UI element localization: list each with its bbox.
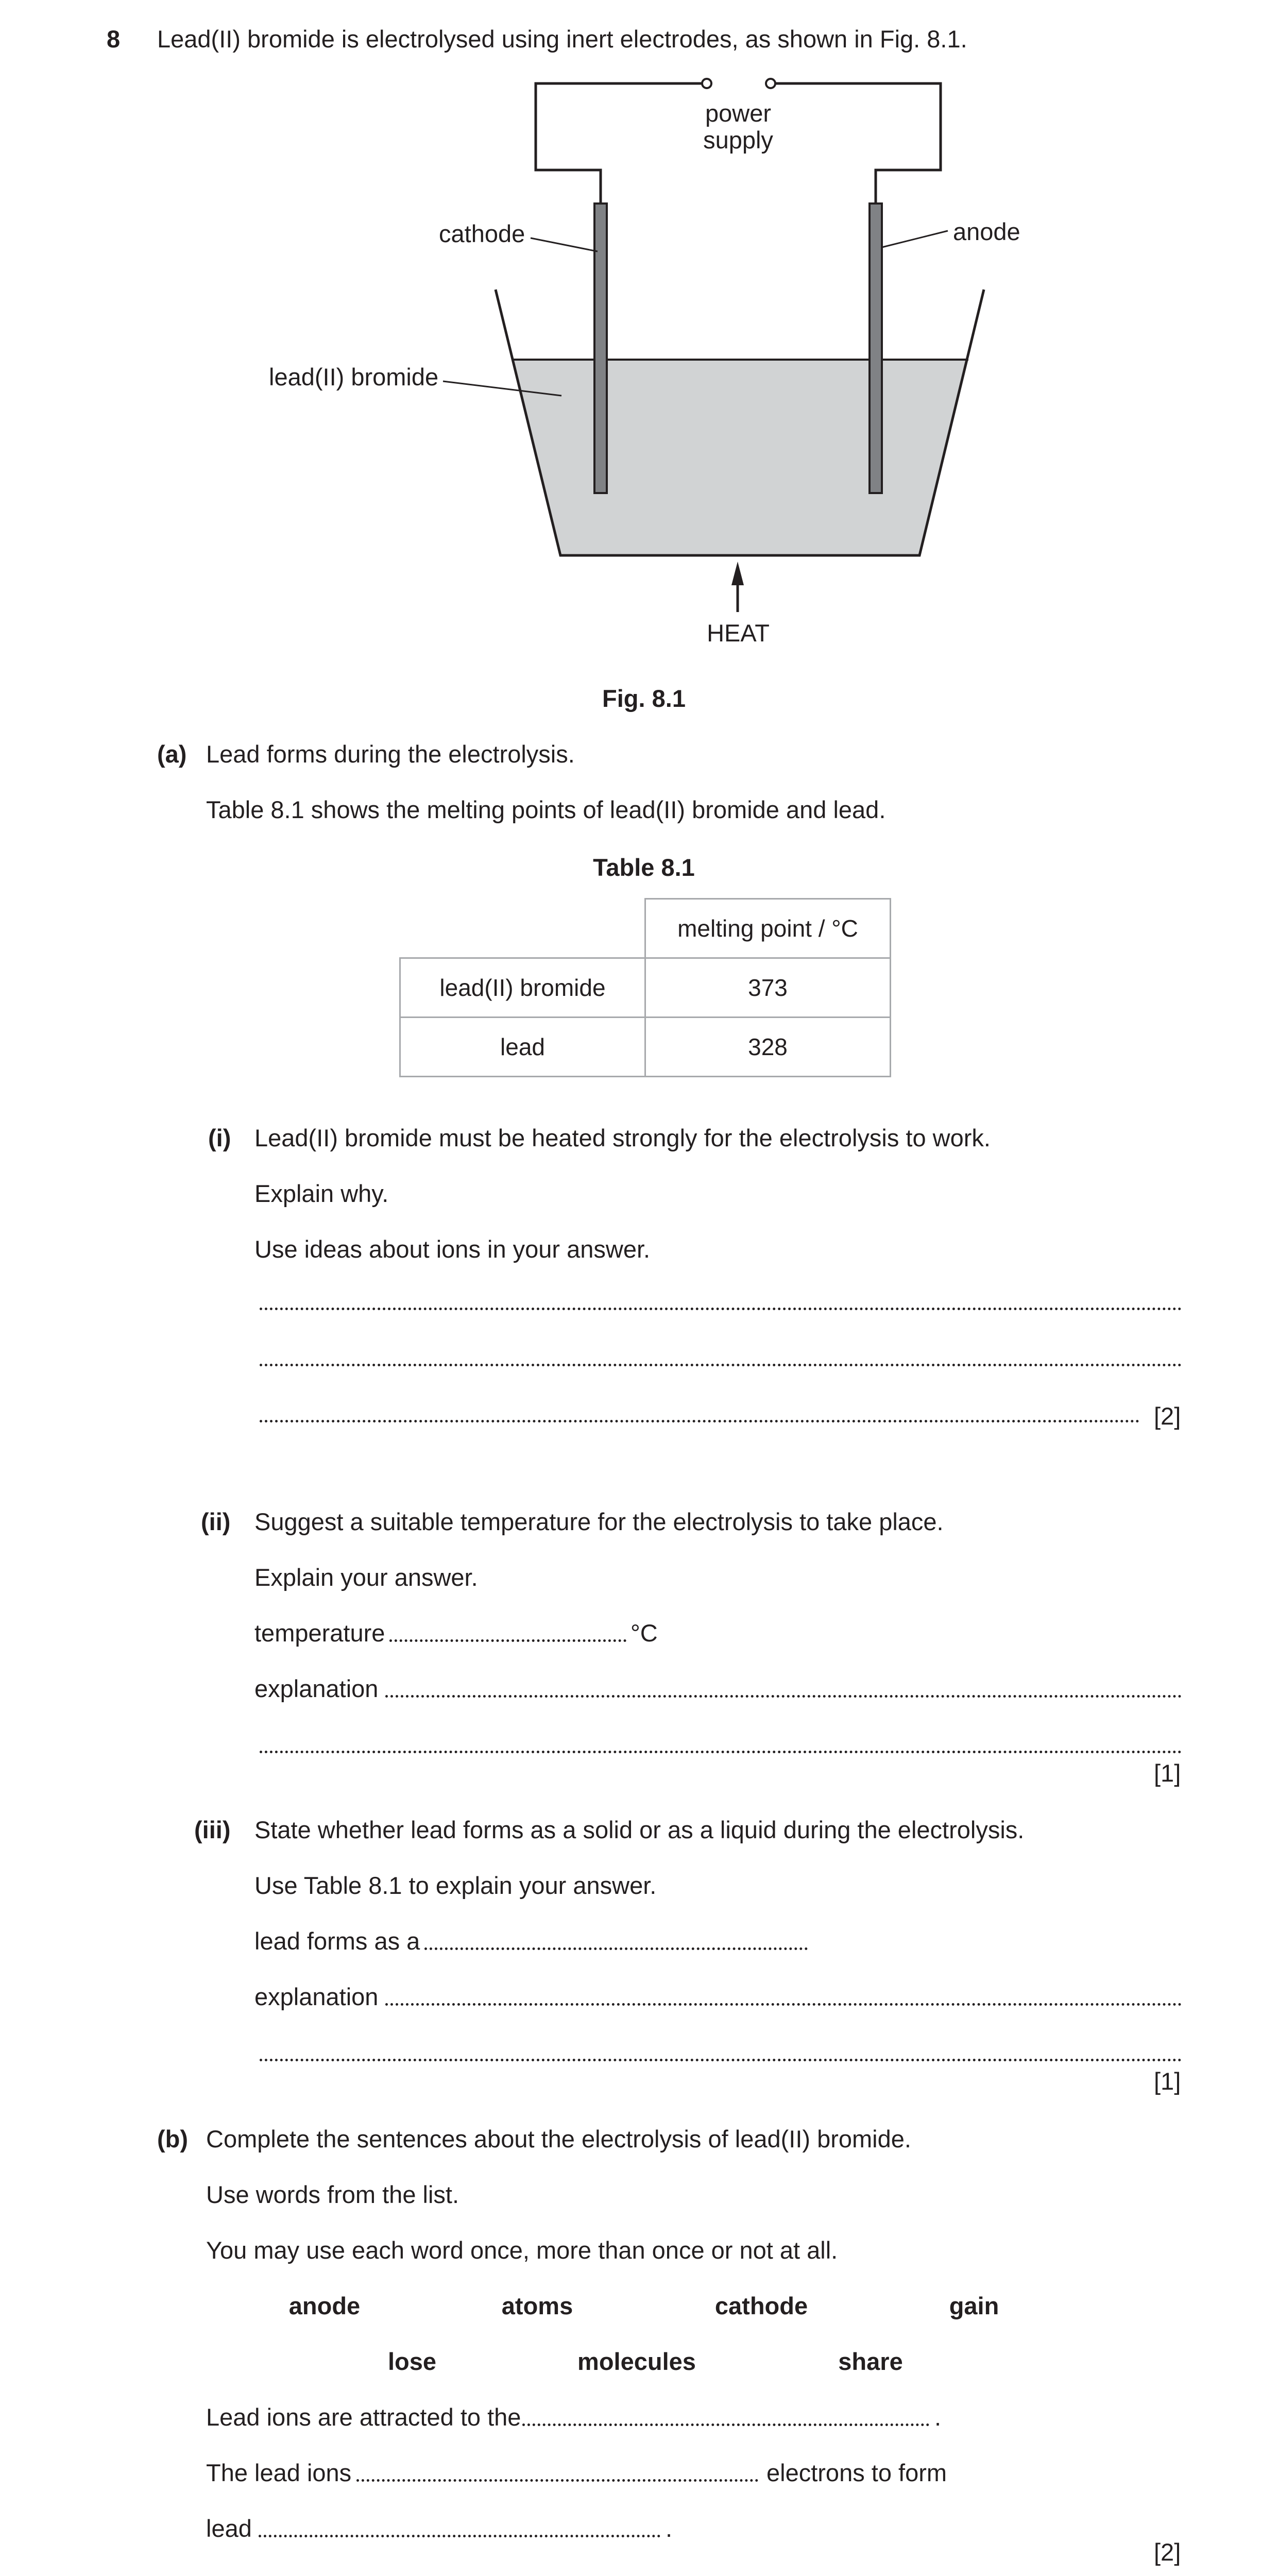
sentence3-start: lead [206, 2515, 252, 2542]
molten-electrolyte [512, 360, 968, 555]
answer-line[interactable] [260, 1308, 1182, 1310]
lead-forms-answer-line[interactable] [424, 1947, 808, 1950]
part-a-i-line3: Use ideas about ions in your answer. [254, 1235, 651, 1263]
part-a-ii-marks: [1] [1154, 1759, 1181, 1787]
explanation-answer-line[interactable] [385, 1695, 1182, 1698]
answer-line[interactable] [260, 1751, 1182, 1753]
power-supply-label-line1: power [705, 99, 772, 127]
part-b-label: (b) [157, 2125, 189, 2153]
word-cathode: cathode [714, 2292, 808, 2319]
part-b-line2: Use words from the list. [206, 2181, 459, 2208]
electrolyte-label: lead(II) bromide [269, 363, 439, 391]
part-a-i-marks: [2] [1154, 1402, 1181, 1430]
part-a-iii-label: (iii) [194, 1816, 231, 1843]
table-cell-substance: lead [400, 1018, 645, 1077]
part-a-text2: Table 8.1 shows the melting points of lead(II) bromide and lead. [206, 796, 886, 823]
sentence2-start: The lead ions [206, 2459, 352, 2486]
word-anode: anode [288, 2292, 361, 2319]
power-supply-label-line2: supply [703, 126, 773, 154]
sentence2-answer-line[interactable] [356, 2479, 758, 2482]
table-row [400, 958, 891, 1018]
anode-leader-line [882, 231, 948, 247]
table-cell-value: 373 [645, 958, 891, 1018]
electrolysis-apparatus-diagram [0, 0, 1278, 721]
question-number: 8 [107, 25, 121, 53]
answer-line[interactable] [260, 2059, 1182, 2061]
explanation-label: explanation [254, 1675, 379, 1702]
table-cell-value: 328 [645, 1018, 891, 1077]
part-b-line1: Complete the sentences about the electrolysis of lead(II) bromide. [206, 2125, 911, 2153]
answer-line[interactable] [260, 1364, 1182, 1366]
cathode-leader-line [531, 238, 598, 251]
table-row [400, 1018, 891, 1077]
word-lose: lose [387, 2348, 437, 2375]
sentence2-end: electrons to form [766, 2459, 947, 2486]
temperature-unit: °C [631, 1619, 658, 1647]
part-a-ii-label: (ii) [201, 1508, 231, 1535]
question-intro: Lead(II) bromide is electrolysed using inert electrodes, as shown in Fig. 8.1. [157, 25, 967, 53]
power-terminal-right [766, 79, 775, 88]
figure-caption: Fig. 8.1 [602, 685, 686, 712]
part-a-iii-line1: State whether lead forms as a solid or as a liquid during the electrolysis. [254, 1816, 1025, 1843]
word-share: share [838, 2348, 903, 2375]
part-a-ii-line1: Suggest a suitable temperature for the electrolysis to take place. [254, 1508, 944, 1535]
part-a-i-label: (i) [208, 1124, 231, 1151]
temperature-answer-line[interactable] [389, 1639, 626, 1642]
wire-anode [771, 83, 941, 205]
table-title: Table 8.1 [593, 854, 695, 881]
part-a-label: (a) [157, 740, 187, 768]
answer-line[interactable] [260, 1420, 1139, 1422]
heat-arrow-head [731, 562, 744, 585]
part-a-iii-marks: [1] [1154, 2067, 1181, 2095]
melting-point-table [399, 898, 891, 1077]
heat-label: HEAT [707, 619, 770, 647]
table-empty-cell [400, 899, 645, 958]
word-atoms: atoms [501, 2292, 573, 2319]
wire-cathode [536, 83, 707, 205]
table-header-row [400, 899, 891, 958]
table-cell-substance: lead(II) bromide [400, 958, 645, 1018]
part-b-marks: [2] [1154, 2538, 1181, 2566]
anode-electrode [870, 204, 882, 493]
sentence1-start: Lead ions are attracted to the [206, 2403, 521, 2431]
word-gain: gain [949, 2292, 999, 2319]
part-a-iii-line2: Use Table 8.1 to explain your answer. [254, 1872, 657, 1899]
part-b-line3: You may use each word once, more than once or not at all. [206, 2236, 838, 2264]
sentence3-answer-line[interactable] [259, 2535, 660, 2537]
part-a-i-line1: Lead(II) bromide must be heated strongly for the electrolysis to work. [254, 1124, 991, 1151]
anode-label: anode [953, 218, 1020, 245]
sentence3-end: . [666, 2515, 673, 2542]
sentence1-end: . [934, 2403, 942, 2431]
temperature-label: temperature [254, 1619, 385, 1647]
lead-forms-label: lead forms as a [254, 1927, 420, 1955]
word-molecules: molecules [577, 2348, 696, 2375]
explanation-answer-line[interactable] [385, 2003, 1182, 2006]
power-terminal-left [702, 79, 711, 88]
part-a-ii-line2: Explain your answer. [254, 1564, 478, 1591]
cathode-label: cathode [439, 220, 525, 247]
sentence1-answer-line[interactable] [522, 2424, 929, 2426]
part-a-i-line2: Explain why. [254, 1180, 389, 1207]
part-a-text1: Lead forms during the electrolysis. [206, 740, 575, 768]
explanation-label: explanation [254, 1983, 379, 2010]
cathode-electrode [594, 204, 607, 493]
table-header-melting-point: melting point / °C [645, 899, 891, 958]
